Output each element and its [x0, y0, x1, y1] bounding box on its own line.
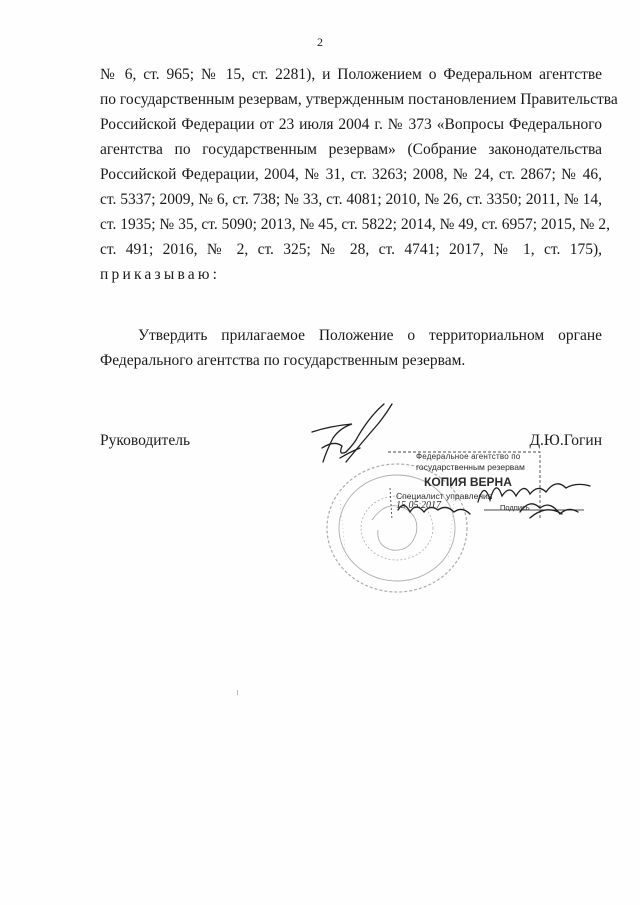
stamp-org-line-2: государственным резервам: [416, 462, 525, 472]
scan-speck: [237, 690, 238, 695]
preamble-paragraph: [100, 62, 618, 287]
stamp-org-line-1: Федеральное агентство по: [416, 452, 521, 461]
preamble-line-7: ст. 1935; № 35, ст. 5090; 2013, № 45, ст. 5822; 2014, № 49, ст. 6957; 2015, № 2,: [100, 216, 610, 233]
preamble-line-8: ст. 491; 2016, № 2, ст. 325; № 28, ст. 4741; 2017, № 1, ст. 175),: [100, 241, 602, 258]
preamble-line-1: № 6, ст. 965; № 15, ст. 2281), и Положением о Федеральном агентстве: [100, 66, 602, 83]
director-signature-image: [312, 404, 392, 462]
signer-name: Д.Ю.Гогин: [529, 432, 602, 449]
preamble-line-3: Российской Федерации от 23 июля 2004 г. № 373 «Вопросы Федерального: [100, 116, 602, 133]
stamp-date: 15.05.2017: [396, 500, 441, 511]
signer-role: Руководитель: [100, 432, 191, 449]
preamble-line-4: агентства по государственным резервам» (Собрание законодательства: [100, 141, 602, 158]
approval-line-1: Утвердить прилагаемое Положение о территориальном органе: [138, 327, 602, 344]
approval-paragraph: [100, 323, 602, 373]
stamp-title: КОПИЯ ВЕРНА: [424, 475, 512, 489]
order-word: приказываю:: [100, 266, 221, 283]
page-number: 2: [317, 35, 323, 49]
approval-line-2: Федерального агентства по государственным резервам.: [100, 352, 466, 369]
stamp-position: Специалист управления: [396, 491, 493, 501]
stamp-sign-caption: Подпись: [500, 503, 530, 512]
preamble-line-6: ст. 5337; 2009, № 6, ст. 738; № 33, ст. 4081; 2010, № 26, ст. 3350; 2011, № 14,: [100, 191, 602, 208]
preamble-line-5: Российской Федерации, 2004, № 31, ст. 3263; 2008, № 24, ст. 2867; № 46,: [100, 166, 602, 183]
preamble-line-2: по государственным резервам, утвержденным постановлением Правительства: [100, 91, 618, 108]
